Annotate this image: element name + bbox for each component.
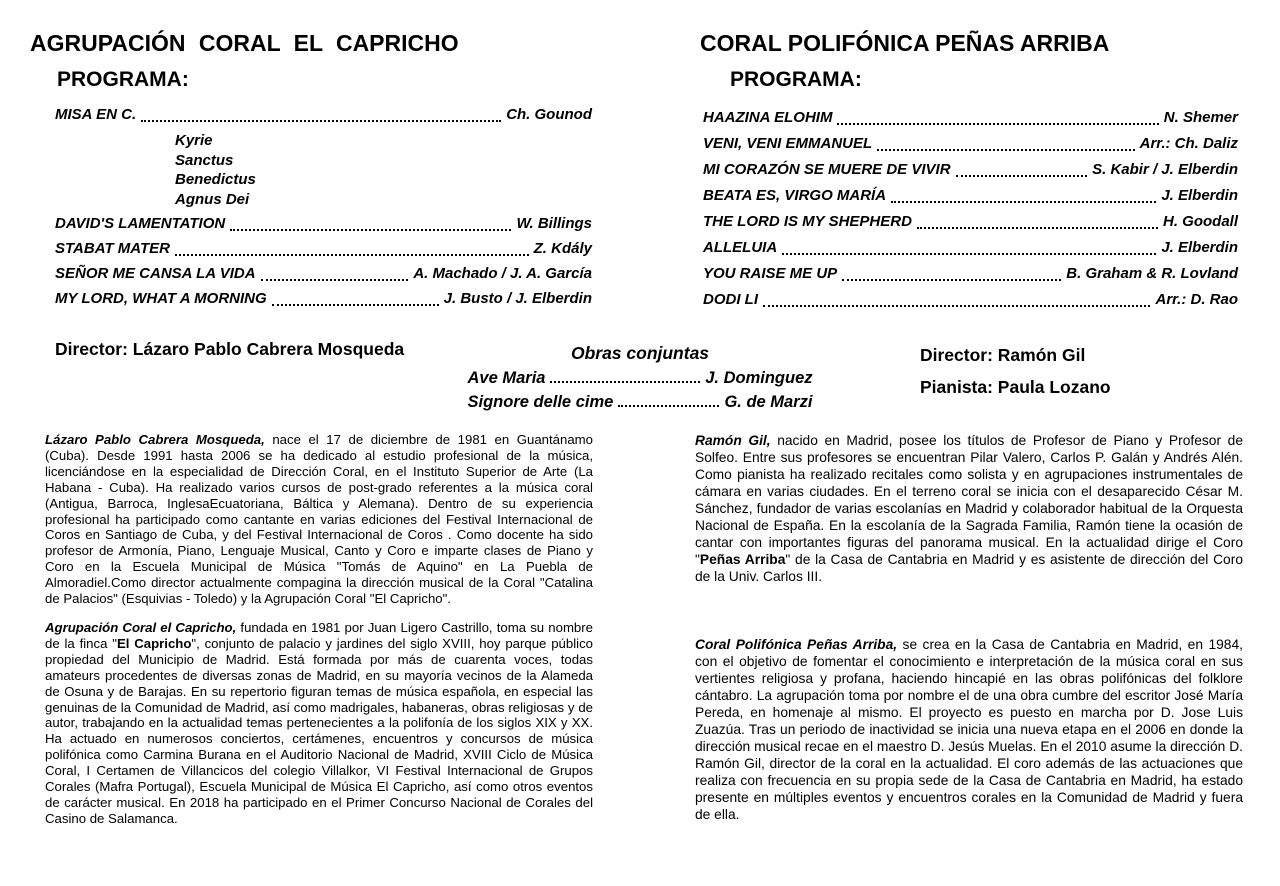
program-item xyxy=(703,213,1238,233)
bio-name: Ramón Gil, xyxy=(695,433,771,448)
right-program-list xyxy=(703,109,1238,311)
right-pianist-credit: Pianista: Paula Lozano xyxy=(920,377,1111,397)
right-choir-title: CORAL POLIFÓNICA PEÑAS ARRIBA xyxy=(700,30,1110,56)
bio-coral-polifonica-penas-arriba xyxy=(695,636,1243,823)
piece-author: Arr.: D. Rao xyxy=(1155,291,1238,308)
piece-title: YOU RAISE ME UP xyxy=(703,265,838,282)
program-item xyxy=(703,187,1238,207)
piece-author: S. Kabir / J. Elberdin xyxy=(1092,161,1238,178)
piece-title: THE LORD IS MY SHEPHERD xyxy=(703,213,912,230)
piece-author: J. Busto / J. Elberdin xyxy=(443,290,592,307)
joint-works-block xyxy=(430,343,850,412)
piece-title: DODI LI xyxy=(703,291,758,308)
dotted-leader xyxy=(891,201,1156,203)
bio-bold-text: Peñas Arriba xyxy=(699,552,786,567)
right-programa-heading: PROGRAMA: xyxy=(730,68,862,91)
dotted-leader xyxy=(837,123,1158,125)
bio-text: fundada en 1981 por Juan Ligero Castrillo, toma su nombre de la finca " xyxy=(45,620,593,651)
bio-bold-text: El Capricho xyxy=(116,635,192,651)
program-item xyxy=(703,109,1238,129)
dotted-leader xyxy=(618,405,719,407)
left-programa-heading: PROGRAMA: xyxy=(57,68,189,91)
program-item xyxy=(55,290,592,310)
movement: Kyrie xyxy=(175,132,213,149)
dotted-leader xyxy=(175,254,529,256)
program-item xyxy=(703,135,1238,155)
program-item xyxy=(55,215,592,235)
joint-work-item xyxy=(468,369,813,388)
dotted-leader xyxy=(782,253,1156,255)
bio-lazaro-cabrera xyxy=(45,432,593,607)
movement: Benedictus xyxy=(175,171,256,188)
bio-text: nace el 17 de diciembre de 1981 en Guantánamo (Cuba). Desde 1991 hasta 2006 se ha dedicado al estudio profesional de la música, licenciándose en la especialidad de Dirección Coral, en el Instituto Superior de Arte (La Habana - Cuba). Ha realizado varios cursos de post-grado referentes a la música coral (Antigua, Barroca, InglesaEcuatoriana, Báltica y Alemana). Dentro de su experiencia profesional ha participado como cantante en varias ediciones del Festival Internacional de Coros en Santiago de Cuba, y del Festival Internacional de Coros . Como docente ha sido profesor de Armonía, Piano, Lenguaje Musical, Canto y Coro e imparte clases de Piano y Coro en la Escuela Municipal de Música "Tomás de Aquino" en La Puebla de Almoradiel.Como director actualmente compagina la dirección musical de la Coral "Catalina de Palacios" (Esquivias - Toledo) y la Agrupación Coral "El Capricho". xyxy=(45,432,593,607)
right-director-credit: Director: Ramón Gil xyxy=(920,345,1086,365)
piece-author: J. Dominguez xyxy=(705,369,813,387)
movement-list xyxy=(175,131,592,209)
program-item xyxy=(55,106,592,126)
piece-author: N. Shemer xyxy=(1163,109,1238,126)
piece-title: HAAZINA ELOHIM xyxy=(703,109,833,126)
joint-works-heading: Obras conjuntas xyxy=(570,343,710,363)
dotted-leader xyxy=(877,149,1134,151)
piece-title: MY LORD, WHAT A MORNING xyxy=(55,290,267,307)
program-item xyxy=(703,239,1238,259)
program-item xyxy=(55,240,592,260)
bio-text: ", conjunto de palacio y jardines del siglo XVIII, hoy parque público propiedad del Municipio de Madrid. Está formada por más de cuarenta voces, todas amateurs procedentes de diversas zonas de Madrid, en su mayoría vecinos de la Alameda de Osuna y de Barajas. En su repertorio figuran temas de música española, en especial las genuinas de la Comunidad de Madrid, así como madrigales, habaneras, obras religiosas y de autor, trabajando en la actualidad temas pertenecientes a la polifonía de los siglos XIX y XX. Ha actuado en numerosos conciertos, certámenes, encuentros y concursos de música polifónica como Carmina Burana en el Auditorio Nacional de Madrid, XVIII Ciclo de Música Coral, I Certamen de Villancicos del colegio Villalkor, VI Festival Internacional de Grupos Corales (Mafra Portugal), Escuela Municipal de Música El Capricho, así como otros eventos de carácter musical. En 2018 ha participado en el Primer Concurso Nacional de Corales del Casino de Salamanca. xyxy=(45,635,594,826)
program-item xyxy=(55,265,592,285)
program-item xyxy=(703,161,1238,181)
dotted-leader xyxy=(261,279,409,281)
piece-title: MI CORAZÓN SE MUERE DE VIVIR xyxy=(703,161,951,178)
piece-author: G. de Marzi xyxy=(724,393,813,411)
dotted-leader xyxy=(956,175,1088,177)
dotted-leader xyxy=(763,305,1150,307)
bio-name: Lázaro Pablo Cabrera Mosqueda, xyxy=(45,432,265,447)
joint-work-item xyxy=(468,393,813,412)
piece-title: SEÑOR ME CANSA LA VIDA xyxy=(55,265,256,282)
piece-author: Z. Kdály xyxy=(533,240,592,257)
dotted-leader xyxy=(842,279,1061,281)
bio-name: Coral Polifónica Peñas Arriba, xyxy=(695,637,898,652)
piece-title: MISA EN C. xyxy=(55,106,137,123)
piece-author: J. Elberdin xyxy=(1161,239,1238,256)
dotted-leader xyxy=(917,227,1158,229)
movement: Agnus Dei xyxy=(175,190,250,208)
left-program-list xyxy=(55,106,592,310)
piece-title: Signore delle cime xyxy=(467,393,614,411)
movement: Sanctus xyxy=(175,151,234,169)
piece-author: Arr.: Ch. Daliz xyxy=(1139,135,1238,152)
bio-name: Agrupación Coral el Capricho, xyxy=(45,620,237,635)
piece-title: DAVID'S LAMENTATION xyxy=(55,215,226,232)
piece-author: J. Elberdin xyxy=(1161,187,1238,204)
bio-text: " de la Casa de Cantabria en Madrid y es asistente de dirección del Coro de la Univ. Carlos III. xyxy=(695,552,1243,584)
piece-author: H. Goodall xyxy=(1163,213,1238,230)
piece-title: Ave Maria xyxy=(467,369,546,387)
dotted-leader xyxy=(230,229,511,231)
bio-text: se crea en la Casa de Cantabria en Madrid, en 1984, con el objetivo de fomentar el conocimiento e interpretación de la música coral en sus vertientes religiosa y profana, haciendo hincapié en las obras polifónicas del folklore cántabro. La agrupación toma por nombre el de una obra cumbre del escritor José María Pereda, en homenaje al mismo. El proyecto es puesto en marcha por D. Jose Luis Zuazúa. Tras un periodo de inactividad se inicia una nueva etapa en el 2006 en donde la dirección musical recae en el maestro D. Jesús Muelas. En el 2010 asume la dirección D. Ramón Gil, director de la coral en la actualidad. El coro además de las actuaciones que realiza con frecuencia en su propia sede de la Casa de Cantabria en Madrid, ha estado presente en múltiples eventos y encuentros corales en la Comunidad de Madrid y fuera de ella. xyxy=(695,637,1243,822)
left-director-credit: Director: Lázaro Pablo Cabrera Mosqueda xyxy=(55,339,405,359)
program-item xyxy=(703,265,1238,285)
piece-author: W. Billings xyxy=(516,215,592,232)
piece-title: STABAT MATER xyxy=(55,240,170,257)
piece-title: VENI, VENI EMMANUEL xyxy=(703,135,873,152)
left-choir-title: AGRUPACIÓN CORAL EL CAPRICHO xyxy=(30,30,459,56)
bio-ramon-gil xyxy=(695,432,1243,585)
dotted-leader xyxy=(141,120,501,122)
piece-author: A. Machado / J. A. García xyxy=(413,265,592,282)
piece-title: BEATA ES, VIRGO MARÍA xyxy=(703,187,887,204)
piece-author: Ch. Gounod xyxy=(506,106,592,123)
dotted-leader xyxy=(272,304,439,306)
dotted-leader xyxy=(550,381,700,383)
program-item xyxy=(703,291,1238,311)
bio-text: nacido en Madrid, posee los títulos de Profesor de Piano y Profesor de Solfeo. Entre sus profesores se encuentran Pilar Valero, Carlos P. Galán y Andrés Alén. Como pianista ha realizado recitales como solista y en agrupaciones instrumentales de cámara en varias ciudades. En el terreno coral se inicia con el desaparecido César M. Sánchez, fundador de varias escolanías en Madrid y colaborador habitual de la Orquesta Nacional de España. En la escolanía de la Sagrada Familia, Ramón tiene la ocasión de cantar con importantes figuras del panorama musical. En la actualidad dirige el Coro " xyxy=(695,433,1244,567)
piece-title: ALLELUIA xyxy=(703,239,778,256)
bio-agrupacion-coral-el-capricho xyxy=(45,620,593,827)
piece-author: B. Graham & R. Lovland xyxy=(1066,265,1238,282)
